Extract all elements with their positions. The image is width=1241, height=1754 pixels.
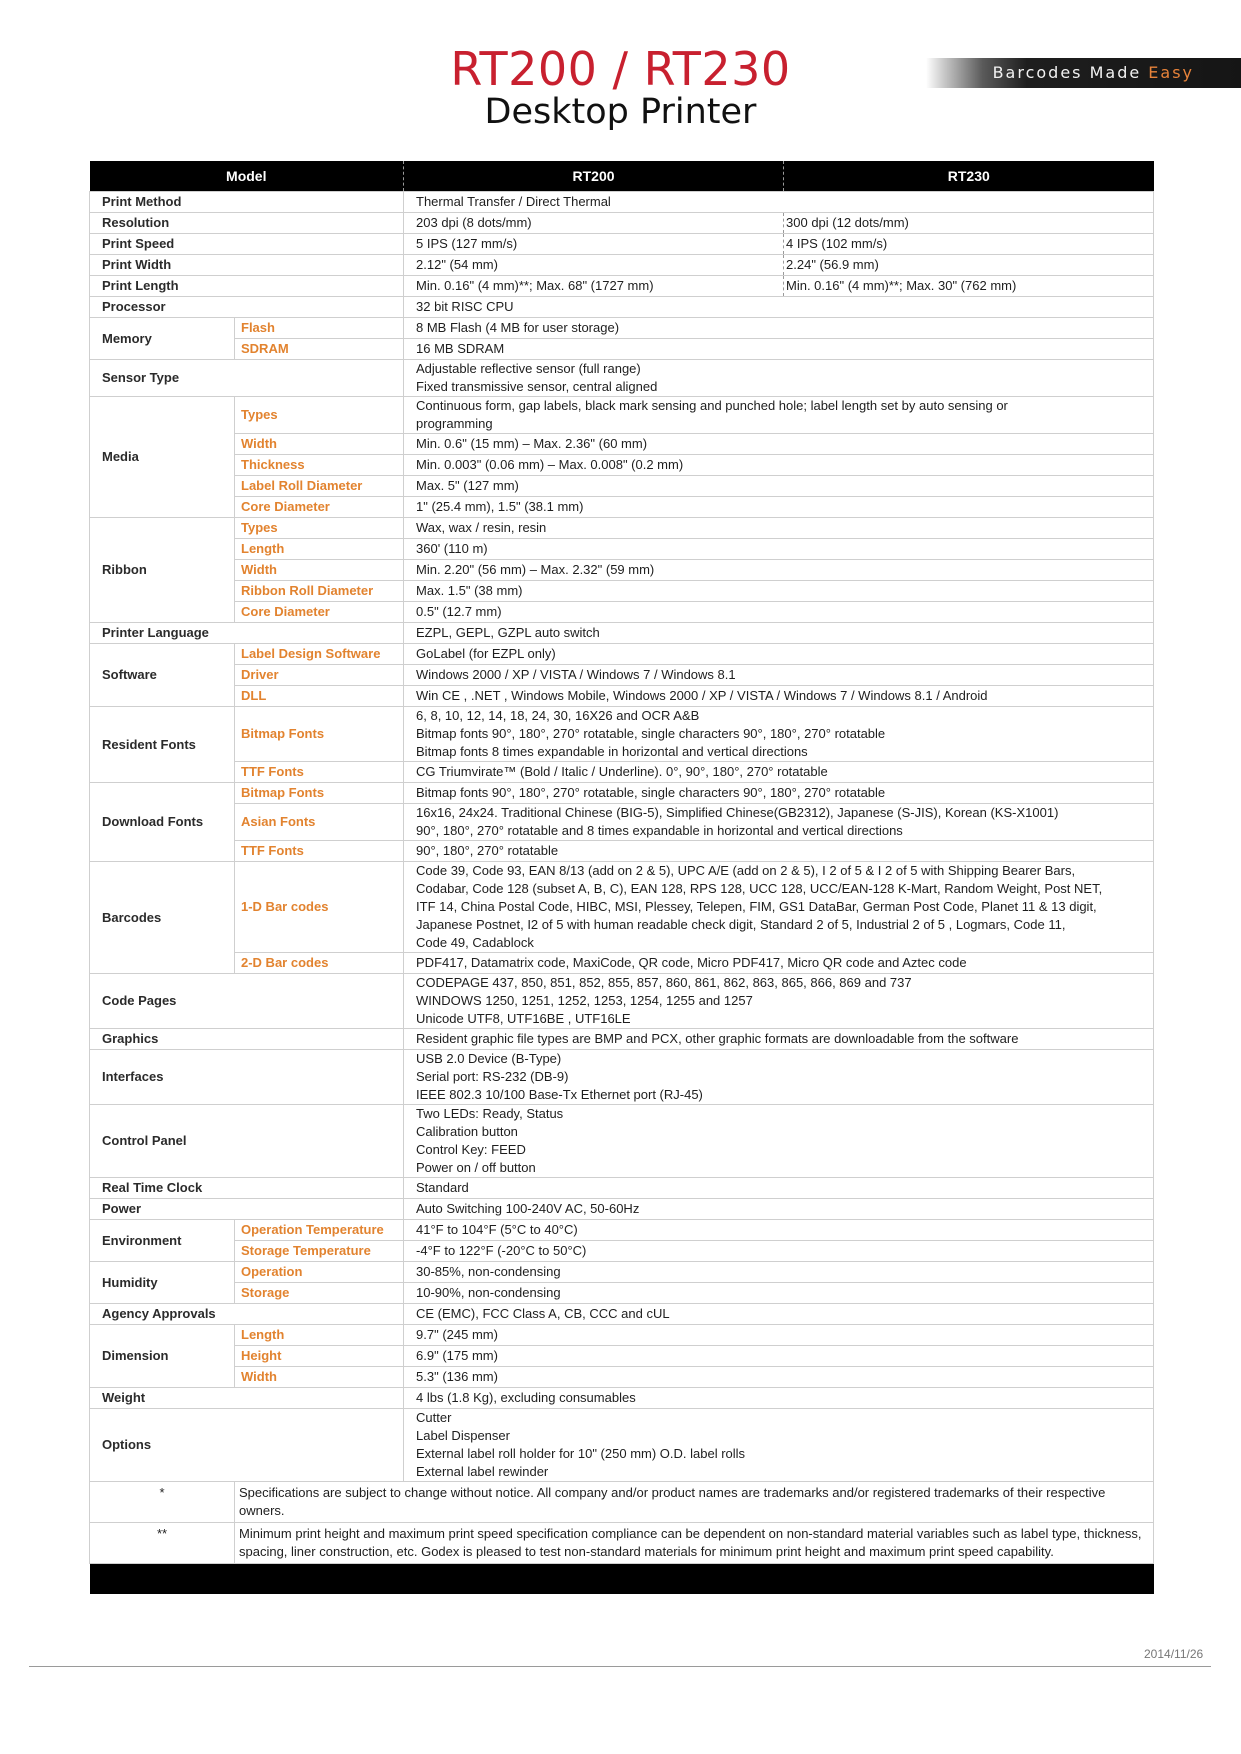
- value-line: 16x16, 24x24. Traditional Chinese (BIG-5), Simplified Chinese(GB2312), Japanese (S-JIS), Korean (KS-X1001): [416, 805, 1059, 820]
- value-line: Fixed transmissive sensor, central aligned: [416, 379, 658, 394]
- column-header-model: Model: [90, 161, 404, 192]
- table-row: [90, 804, 1154, 841]
- value-line: 1" (25.4 mm), 1.5" (38.1 mm): [416, 499, 584, 514]
- table-row: [90, 1105, 1154, 1178]
- brand-text: Barcodes Made: [992, 63, 1149, 82]
- footnote-text: Minimum print height and maximum print speed specification compliance can be dependent on non-standard material variables such as label type, thickness, spacing, liner construction, etc. Godex is pleased to test non-standard materials for minimum print height and maximum print speed capability.: [235, 1523, 1154, 1564]
- value-line: Max. 5" (127 mm): [416, 478, 519, 493]
- spec-value: [404, 1283, 1154, 1304]
- table-row: [90, 1409, 1154, 1482]
- spec-group-label: Barcodes: [90, 862, 235, 974]
- table-row: [90, 1346, 1154, 1367]
- spec-sublabel: Asian Fonts: [235, 804, 404, 841]
- spec-table-body: [90, 192, 1154, 1595]
- spec-value: [404, 1050, 1154, 1105]
- table-row: [90, 297, 1154, 318]
- spec-label: Processor: [90, 297, 404, 318]
- spec-value: [404, 1388, 1154, 1409]
- table-row: [90, 1367, 1154, 1388]
- spec-value: [404, 455, 1154, 476]
- value-line: Bitmap fonts 8 times expandable in horizontal and vertical directions: [416, 744, 808, 759]
- table-row: [90, 665, 1154, 686]
- value-line: CG Triumvirate™ (Bold / Italic / Underline). 0°, 90°, 180°, 270° rotatable: [416, 764, 828, 779]
- product-title: RT200 / RT230: [450, 42, 791, 96]
- column-header-rt200: RT200: [404, 161, 784, 192]
- value-line: EZPL, GEPL, GZPL auto switch: [416, 625, 600, 640]
- table-row: [90, 434, 1154, 455]
- spec-value: [404, 953, 1154, 974]
- table-row: [90, 518, 1154, 539]
- product-subtitle: Desktop Printer: [484, 92, 757, 132]
- spec-sublabel: Width: [235, 1367, 404, 1388]
- spec-label: Real Time Clock: [90, 1178, 404, 1199]
- table-row: [90, 581, 1154, 602]
- value-line: 10-90%, non-condensing: [416, 1285, 561, 1300]
- spec-value: [404, 783, 1154, 804]
- spec-group-label: Media: [90, 397, 235, 518]
- spec-value: [404, 762, 1154, 783]
- spec-sublabel: TTF Fonts: [235, 841, 404, 862]
- spec-value: [404, 1199, 1154, 1220]
- spec-label: Print Speed: [90, 234, 404, 255]
- spec-label: Power: [90, 1199, 404, 1220]
- spec-group-label: Dimension: [90, 1325, 235, 1388]
- spec-group-label: Ribbon: [90, 518, 235, 623]
- value-line: WINDOWS 1250, 1251, 1252, 1253, 1254, 1255 and 1257: [416, 993, 753, 1008]
- table-row: [90, 1220, 1154, 1241]
- spec-label: Options: [90, 1409, 404, 1482]
- value-line: CE (EMC), FCC Class A, CB, CCC and cUL: [416, 1306, 670, 1321]
- rt200-value: 2.12" (54 mm): [404, 255, 784, 276]
- spec-sublabel: Length: [235, 1325, 404, 1346]
- spec-value: [404, 665, 1154, 686]
- spec-sublabel: Label Design Software: [235, 644, 404, 665]
- value-line: Control Key: FEED: [416, 1142, 526, 1157]
- value-line: USB 2.0 Device (B-Type): [416, 1051, 562, 1066]
- table-row: [90, 360, 1154, 397]
- value-line: Bitmap fonts 90°, 180°, 270° rotatable, single characters 90°, 180°, 270° rotatable: [416, 726, 886, 741]
- spec-group-label: Resident Fonts: [90, 707, 235, 783]
- spec-value: [404, 539, 1154, 560]
- spec-group-label: Download Fonts: [90, 783, 235, 862]
- table-row: [90, 1178, 1154, 1199]
- value-line: 90°, 180°, 270° rotatable and 8 times expandable in horizontal and vertical directions: [416, 823, 903, 838]
- footnote-row: [90, 1482, 1154, 1523]
- rt200-value: 5 IPS (127 mm/s): [404, 234, 784, 255]
- spec-label: Resolution: [90, 213, 404, 234]
- table-row: [90, 762, 1154, 783]
- table-bottom-bar: [90, 1564, 1154, 1595]
- spec-value: [404, 518, 1154, 539]
- spec-sublabel: Operation Temperature: [235, 1220, 404, 1241]
- spec-sublabel: Length: [235, 539, 404, 560]
- value-line: CODEPAGE 437, 850, 851, 852, 855, 857, 860, 861, 862, 863, 865, 866, 869 and 737: [416, 975, 912, 990]
- value-line: Japanese Postnet, I2 of 5 with human readable check digit, Standard 2 of 5, Industrial 2 of 5 , Logmars, Code 11,: [416, 917, 1066, 932]
- spec-value: [404, 707, 1154, 762]
- table-row: [90, 707, 1154, 762]
- spec-label: Weight: [90, 1388, 404, 1409]
- spec-sublabel: Storage Temperature: [235, 1241, 404, 1262]
- table-row: [90, 497, 1154, 518]
- value-line: Label Dispenser: [416, 1428, 510, 1443]
- spec-sublabel: Types: [235, 518, 404, 539]
- table-row: [90, 841, 1154, 862]
- value-line: 4 lbs (1.8 Kg), excluding consumables: [416, 1390, 636, 1405]
- value-line: 6, 8, 10, 12, 14, 18, 24, 30, 16X26 and OCR A&B: [416, 708, 700, 723]
- spec-value: 32 bit RISC CPU: [404, 297, 1154, 318]
- spec-value: [404, 318, 1154, 339]
- bottom-bar-cell: [90, 1564, 1154, 1595]
- spec-value: [404, 1029, 1154, 1050]
- value-line: 5.3" (136 mm): [416, 1369, 498, 1384]
- table-row: [90, 1050, 1154, 1105]
- table-row: [90, 234, 1154, 255]
- spec-sublabel: Types: [235, 397, 404, 434]
- spec-value: [404, 434, 1154, 455]
- footnote-mark: *: [90, 1482, 235, 1523]
- table-row: [90, 1241, 1154, 1262]
- spec-sublabel: Flash: [235, 318, 404, 339]
- value-line: Standard: [416, 1180, 469, 1195]
- spec-sublabel: DLL: [235, 686, 404, 707]
- spec-label: Print Length: [90, 276, 404, 297]
- table-row: [90, 397, 1154, 434]
- spec-value: [404, 339, 1154, 360]
- spec-label: Sensor Type: [90, 360, 404, 397]
- table-row: [90, 213, 1154, 234]
- spec-label: Graphics: [90, 1029, 404, 1050]
- brand-accent: Easy: [1148, 63, 1194, 82]
- rt230-value: 300 dpi (12 dots/mm): [784, 213, 1154, 234]
- value-line: -4°F to 122°F (-20°C to 50°C): [416, 1243, 587, 1258]
- rt200-value: 203 dpi (8 dots/mm): [404, 213, 784, 234]
- rt200-value: Min. 0.16" (4 mm)**; Max. 68" (1727 mm): [404, 276, 784, 297]
- table-row: [90, 602, 1154, 623]
- spec-value: Thermal Transfer / Direct Thermal: [404, 192, 1154, 213]
- table-row: [90, 1388, 1154, 1409]
- value-line: 360' (110 m): [416, 541, 488, 556]
- spec-value: [404, 1409, 1154, 1482]
- table-row: [90, 644, 1154, 665]
- value-line: 16 MB SDRAM: [416, 341, 505, 356]
- spec-label: Print Method: [90, 192, 404, 213]
- spec-sublabel: Driver: [235, 665, 404, 686]
- table-row: [90, 255, 1154, 276]
- spec-value: [404, 623, 1154, 644]
- spec-value: [404, 1220, 1154, 1241]
- table-row: [90, 1304, 1154, 1325]
- spec-sublabel: Storage: [235, 1283, 404, 1304]
- table-row: [90, 560, 1154, 581]
- spec-sublabel: Bitmap Fonts: [235, 707, 404, 762]
- spec-value: [404, 602, 1154, 623]
- table-row: [90, 862, 1154, 953]
- spec-label: Code Pages: [90, 974, 404, 1029]
- rt230-value: 2.24" (56.9 mm): [784, 255, 1154, 276]
- table-row: [90, 783, 1154, 804]
- spec-label: Printer Language: [90, 623, 404, 644]
- rt230-value: 4 IPS (102 mm/s): [784, 234, 1154, 255]
- spec-value: [404, 476, 1154, 497]
- table-row: [90, 276, 1154, 297]
- spec-table: [89, 161, 1154, 1594]
- spec-sublabel: Label Roll Diameter: [235, 476, 404, 497]
- value-line: Calibration button: [416, 1124, 518, 1139]
- spec-group-label: Software: [90, 644, 235, 707]
- spec-value: [404, 804, 1154, 841]
- spec-label: Print Width: [90, 255, 404, 276]
- spec-group-label: Environment: [90, 1220, 235, 1262]
- brand-banner: [926, 58, 1241, 88]
- table-header-row: [90, 161, 1154, 192]
- spec-label: Interfaces: [90, 1050, 404, 1105]
- value-line: Auto Switching 100-240V AC, 50-60Hz: [416, 1201, 640, 1216]
- table-row: [90, 192, 1154, 213]
- spec-value: [404, 1262, 1154, 1283]
- table-row: [90, 974, 1154, 1029]
- spec-value: [404, 1105, 1154, 1178]
- value-line: External label roll holder for 10" (250 mm) O.D. label rolls: [416, 1446, 746, 1461]
- spec-value: [404, 974, 1154, 1029]
- value-line: 90°, 180°, 270° rotatable: [416, 843, 559, 858]
- value-line: programming: [416, 416, 493, 431]
- rt230-value: Min. 0.16" (4 mm)**; Max. 30" (762 mm): [784, 276, 1154, 297]
- value-line: Code 39, Code 93, EAN 8/13 (add on 2 & 5), UPC A/E (add on 2 & 5), I 2 of 5 & I 2 of 5 with Shipping Bearer Bars,: [416, 863, 1076, 878]
- spec-sublabel: 2-D Bar codes: [235, 953, 404, 974]
- footer-divider: [29, 1666, 1211, 1667]
- value-line: Codabar, Code 128 (subset A, B, C), EAN 128, RPS 128, UCC 128, UCC/EAN-128 K-Mart, Random Weight, Post NET,: [416, 881, 1103, 896]
- value-line: 9.7" (245 mm): [416, 1327, 498, 1342]
- footnote-row: [90, 1523, 1154, 1564]
- table-row: [90, 318, 1154, 339]
- spec-sublabel: SDRAM: [235, 339, 404, 360]
- value-line: External label rewinder: [416, 1464, 549, 1479]
- column-header-rt230: RT230: [784, 161, 1154, 192]
- value-line: Continuous form, gap labels, black mark sensing and punched hole; label length set by auto sensing or: [416, 398, 1008, 413]
- spec-value: [404, 397, 1154, 434]
- value-line: Bitmap fonts 90°, 180°, 270° rotatable, single characters 90°, 180°, 270° rotatable: [416, 785, 886, 800]
- spec-value: [404, 360, 1154, 397]
- value-line: Code 49, Cadablock: [416, 935, 534, 950]
- spec-value: [404, 644, 1154, 665]
- spec-sublabel: Operation: [235, 1262, 404, 1283]
- table-row: [90, 1262, 1154, 1283]
- value-line: Wax, wax / resin, resin: [416, 520, 547, 535]
- table-row: [90, 539, 1154, 560]
- value-line: Resident graphic file types are BMP and PCX, other graphic formats are downloadable from the software: [416, 1031, 1019, 1046]
- spec-value: [404, 1304, 1154, 1325]
- value-line: Serial port: RS-232 (DB-9): [416, 1069, 569, 1084]
- value-line: Windows 2000 / XP / VISTA / Windows 7 / Windows 8.1: [416, 667, 736, 682]
- value-line: Min. 0.6" (15 mm) – Max. 2.36" (60 mm): [416, 436, 648, 451]
- spec-value: [404, 1367, 1154, 1388]
- value-line: IEEE 802.3 10/100 Base-Tx Ethernet port (RJ-45): [416, 1087, 703, 1102]
- value-line: Win CE , .NET , Windows Mobile, Windows 2000 / XP / VISTA / Windows 7 / Windows 8.1 / Android: [416, 688, 988, 703]
- spec-value: [404, 686, 1154, 707]
- spec-sublabel: 1-D Bar codes: [235, 862, 404, 953]
- table-row: [90, 455, 1154, 476]
- table-row: [90, 1325, 1154, 1346]
- spec-value: [404, 862, 1154, 953]
- table-row: [90, 1283, 1154, 1304]
- table-row: [90, 623, 1154, 644]
- value-line: Two LEDs: Ready, Status: [416, 1106, 564, 1121]
- value-line: Max. 1.5" (38 mm): [416, 583, 523, 598]
- spec-sublabel: Ribbon Roll Diameter: [235, 581, 404, 602]
- spec-sublabel: Core Diameter: [235, 602, 404, 623]
- value-line: Power on / off button: [416, 1160, 536, 1175]
- value-line: GoLabel (for EZPL only): [416, 646, 556, 661]
- spec-sublabel: Core Diameter: [235, 497, 404, 518]
- spec-sublabel: TTF Fonts: [235, 762, 404, 783]
- spec-sublabel: Bitmap Fonts: [235, 783, 404, 804]
- value-line: ITF 14, China Postal Code, HIBC, MSI, Plessey, Telepen, FIM, GS1 DataBar, German Post Code, Planet 11 & 13 digit,: [416, 899, 1097, 914]
- spec-value: [404, 560, 1154, 581]
- value-line: PDF417, Datamatrix code, MaxiCode, QR code, Micro PDF417, Micro QR code and Aztec code: [416, 955, 967, 970]
- spec-value: [404, 581, 1154, 602]
- table-row: [90, 686, 1154, 707]
- value-line: Min. 2.20" (56 mm) – Max. 2.32" (59 mm): [416, 562, 655, 577]
- spec-label: Agency Approvals: [90, 1304, 404, 1325]
- spec-value: [404, 1178, 1154, 1199]
- spec-value: [404, 1346, 1154, 1367]
- value-line: 0.5" (12.7 mm): [416, 604, 502, 619]
- spec-value: [404, 1325, 1154, 1346]
- value-line: 6.9" (175 mm): [416, 1348, 498, 1363]
- spec-value: [404, 841, 1154, 862]
- table-row: [90, 339, 1154, 360]
- footnote-mark: **: [90, 1523, 235, 1564]
- value-line: 41°F to 104°F (5°C to 40°C): [416, 1222, 578, 1237]
- value-line: Cutter: [416, 1410, 452, 1425]
- table-row: [90, 476, 1154, 497]
- spec-value: [404, 497, 1154, 518]
- value-line: Unicode UTF8, UTF16BE , UTF16LE: [416, 1011, 631, 1026]
- spec-sublabel: Height: [235, 1346, 404, 1367]
- spec-value: [404, 1241, 1154, 1262]
- footnote-text: Specifications are subject to change without notice. All company and/or product names are trademarks and/or registered trademarks of their respective owners.: [235, 1482, 1154, 1523]
- value-line: Adjustable reflective sensor (full range): [416, 361, 641, 376]
- table-row: [90, 1029, 1154, 1050]
- spec-label: Control Panel: [90, 1105, 404, 1178]
- table-row: [90, 1199, 1154, 1220]
- value-line: Min. 0.003" (0.06 mm) – Max. 0.008" (0.2 mm): [416, 457, 684, 472]
- value-line: 30-85%, non-condensing: [416, 1264, 561, 1279]
- spec-sublabel: Thickness: [235, 455, 404, 476]
- spec-group-label: Humidity: [90, 1262, 235, 1304]
- spec-group-label: Memory: [90, 318, 235, 360]
- spec-sublabel: Width: [235, 434, 404, 455]
- document-date: 2014/11/26: [1144, 1647, 1204, 1661]
- value-line: 8 MB Flash (4 MB for user storage): [416, 320, 620, 335]
- spec-sublabel: Width: [235, 560, 404, 581]
- table-row: [90, 953, 1154, 974]
